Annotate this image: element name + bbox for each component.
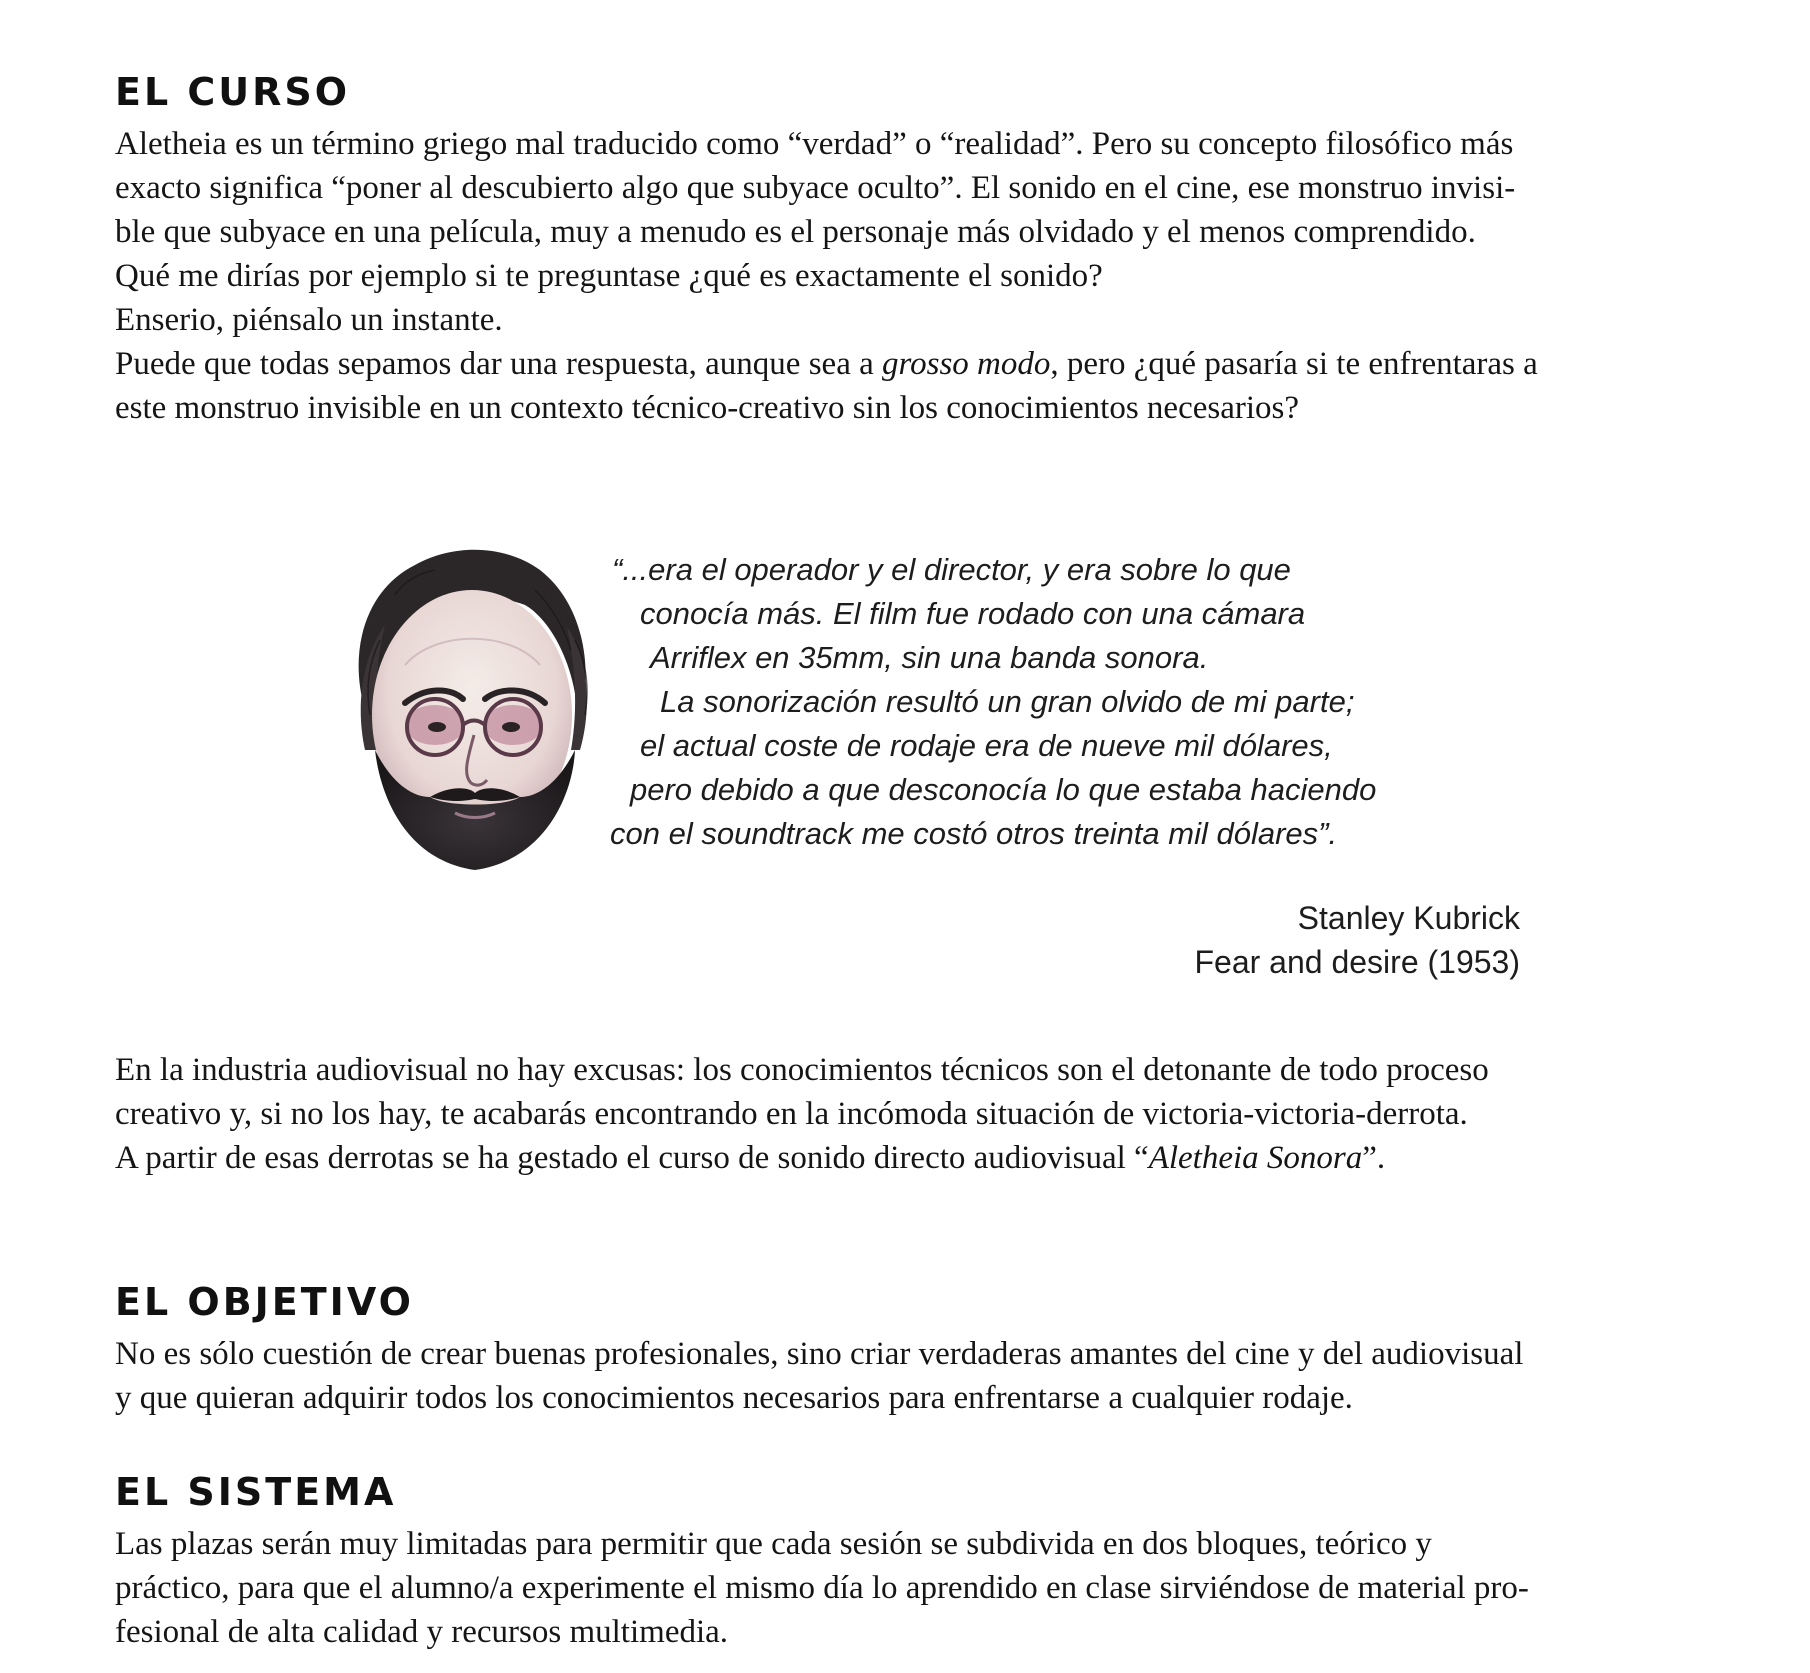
industria-paragraph	[115, 1048, 1735, 1180]
objetivo-line-1: No es sólo cuestión de crear buenas profesionales, sino criar verdaderas amantes del cine y del audiovisual	[115, 1336, 1524, 1372]
quote-line-1: “...era el operador y el director, y era sobre lo que	[612, 552, 1291, 587]
quote-line-3: Arriflex en 35mm, sin una banda sonora.	[650, 640, 1209, 675]
curso-line-6-c: , pero ¿qué pasaría si te enfrentaras a	[1050, 346, 1538, 382]
kubrick-portrait	[335, 535, 605, 890]
quote-line-2: conocía más. El film fue rodado con una cámara	[640, 596, 1306, 631]
kubrick-quote	[600, 548, 1376, 856]
industria-line-3	[115, 1136, 1735, 1180]
heading-el-sistema: EL SISTEMA	[115, 1470, 397, 1514]
heading-el-curso: EL CURSO	[115, 70, 351, 114]
quote-line-6: pero debido a que desconocía lo que estaba haciendo	[630, 772, 1377, 807]
curso-line-6-a: Puede que todas sepamos dar una respuesta, aunque sea a	[115, 346, 882, 382]
objetivo-line-2: y que quieran adquirir todos los conocimientos necesarios para enfrentarse a cualquier rodaje.	[115, 1380, 1353, 1416]
grosso-modo-emphasis: grosso modo	[882, 346, 1051, 382]
industria-line-1: En la industria audiovisual no hay excusas: los conocimientos técnicos son el detonante de todo proceso	[115, 1052, 1489, 1088]
sistema-line-1: Las plazas serán muy limitadas para permitir que cada sesión se subdivida en dos bloques, teórico y	[115, 1526, 1432, 1562]
curso-paragraph	[115, 122, 1735, 430]
sistema-line-3: fesional de alta calidad y recursos multimedia.	[115, 1614, 729, 1650]
quote-source: Fear and desire (1953)	[1194, 944, 1520, 980]
curso-line-4: Qué me dirías por ejemplo si te preguntase ¿qué es exactamente el sonido?	[115, 258, 1103, 294]
aletheia-sonora-emphasis: Aletheia Sonora	[1148, 1140, 1363, 1176]
quote-line-4: La sonorización resultó un gran olvido de mi parte;	[660, 684, 1355, 719]
curso-line-7: este monstruo invisible en un contexto técnico-creativo sin los conocimientos necesarios?	[115, 390, 1300, 426]
quote-line-7: con el soundtrack me costó otros treinta mil dólares”.	[610, 816, 1338, 851]
quote-line-5: el actual coste de rodaje era de nueve mil dólares,	[640, 728, 1333, 763]
sistema-paragraph	[115, 1522, 1735, 1654]
curso-line-5: Enserio, piénsalo un instante.	[115, 302, 503, 338]
sistema-line-2: práctico, para que el alumno/a experimente el mismo día lo aprendido en clase sirviéndose de material pro-	[115, 1570, 1529, 1606]
curso-line-2: exacto significa “poner al descubierto algo que subyace oculto”. El sonido en el cine, ese monstruo invisi-	[115, 170, 1516, 206]
curso-line-3: ble que subyace en una película, muy a menudo es el personaje más olvidado y el menos comprendido.	[115, 214, 1476, 250]
quote-author: Stanley Kubrick	[1297, 900, 1520, 936]
heading-el-objetivo: EL OBJETIVO	[115, 1280, 414, 1324]
objetivo-paragraph	[115, 1332, 1735, 1420]
industria-line-3-a: A partir de esas derrotas se ha gestado el curso de sonido directo audiovisual “	[115, 1140, 1149, 1176]
industria-line-2: creativo y, si no los hay, te acabarás encontrando en la incómoda situación de victoria-victoria-derrota.	[115, 1096, 1468, 1132]
industria-line-3-c: ”.	[1362, 1140, 1386, 1176]
quote-attribution	[1000, 896, 1520, 984]
curso-line-6	[115, 342, 1735, 386]
curso-line-1: Aletheia es un término griego mal traducido como “verdad” o “realidad”. Pero su concepto filosófico más	[115, 126, 1514, 162]
